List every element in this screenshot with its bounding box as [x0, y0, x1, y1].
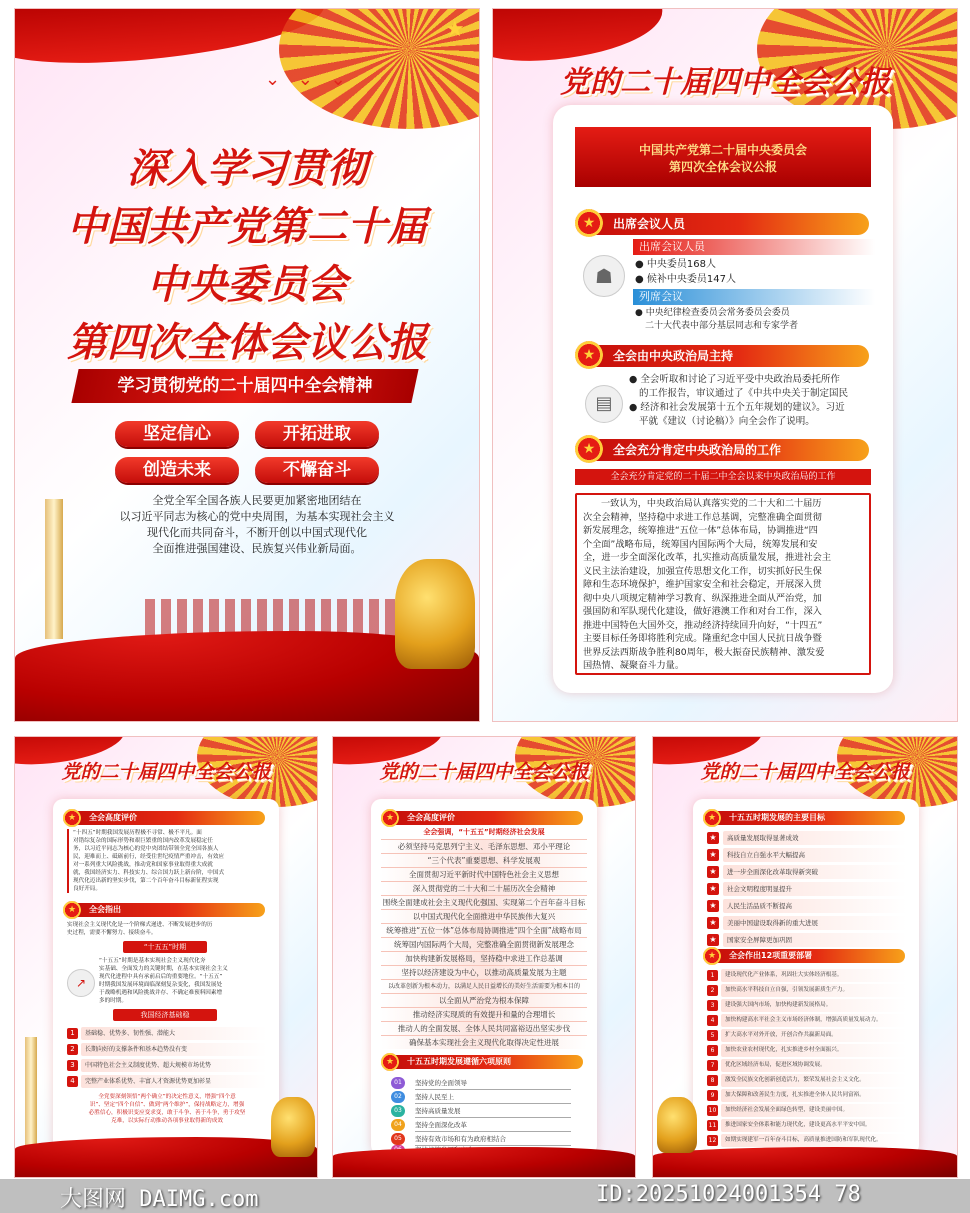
poster-4	[332, 736, 636, 1178]
principle-item	[391, 1133, 571, 1145]
section-title: 全会指出	[89, 905, 121, 914]
section-header	[67, 903, 265, 917]
principle-label: 坚持高质量发展	[415, 1105, 571, 1118]
section-title: 全会充分肯定中央政治局的工作	[613, 443, 782, 457]
poster-5-heading: 党的二十届四中全会公报	[700, 761, 910, 783]
guideline-row: 必须坚持马克思列宁主义、毛泽东思想、邓小平理论	[381, 839, 587, 853]
guideline-row: 加快构建新发展格局，坚持稳中求进工作总基调	[381, 951, 587, 965]
guideline-row: 推动人的全面发展、全体人民共同富裕迈出坚实步伐	[381, 1021, 587, 1035]
deploy-item: 10 加快经济社会发展全面绿色转型，建设美丽中国。	[707, 1104, 907, 1117]
deploy-list	[707, 969, 907, 1153]
section-header	[385, 811, 583, 825]
text-line: 实现社会主义现代化是一个阶梯式递进、不断发展进步的历	[67, 922, 213, 928]
guideline-row: 推动经济实现质的有效提升和量的合理增长	[381, 1007, 587, 1021]
poster-5	[652, 736, 958, 1178]
section-header	[579, 439, 869, 461]
pill-3: 创造未来	[115, 457, 239, 483]
section-header	[385, 1055, 583, 1069]
section-title: 全会由中央政治局主持	[613, 349, 734, 363]
huabiao-pillar	[45, 499, 63, 639]
poster-1-banner	[71, 369, 418, 403]
text-line: 世界反法西斯战争胜利80周年，极大振奋民族精神、激发爱	[583, 646, 825, 658]
section-title: 十五五时期发展的主要目标	[729, 813, 825, 822]
sec1-text	[67, 829, 267, 893]
deploy-item: 9 加大保障和改善民生力度，扎实推进全体人民共同富裕。	[707, 1089, 907, 1102]
principle-label: 坚持全面深化改革	[415, 1119, 571, 1132]
section-title: 全会高度评价	[89, 813, 137, 822]
golden-lion	[657, 1097, 697, 1153]
document-icon: ▤	[585, 385, 623, 423]
attend-list	[635, 257, 736, 287]
guideline-row: 围绕全面建成社会主义现代化强国、实现第二个百年奋斗目标	[381, 895, 587, 909]
text-line: “十五五”时期是基本实现社会主义现代化夯	[99, 958, 206, 964]
text-line: 次全会精神，坚持稳中求进工作总基调，完整准确全面贯彻	[583, 511, 822, 523]
text-line: 个全面”战略布局，统筹国内国际两个大局，统筹发展和安	[583, 538, 818, 550]
deploy-item: 1 建设现代化产业体系，巩固壮大实体经济根基。	[707, 969, 907, 982]
lixi-label: 列席会议	[633, 289, 875, 305]
text-line: “十四五”时期我国发展历程极不寻常、极不平凡。面	[73, 830, 202, 836]
poster-2-heading: 党的二十届四中全会公报	[560, 65, 890, 100]
poster-1-title-line-1: 深入学习贯彻	[127, 145, 367, 192]
poster-1	[14, 8, 480, 722]
watermark-bar	[0, 1179, 970, 1213]
pill-2: 开拓进取	[255, 421, 379, 447]
deploy-item: 6 加快农业农村现代化，扎实推进乡村全面振兴。	[707, 1044, 907, 1057]
goal-item: ★ 国家安全屏障更加巩固	[707, 933, 907, 947]
principle-item	[391, 1105, 571, 1117]
deploy-item: 4 加快构建高水平社会主义市场经济体制，增强高质量发展动力。	[707, 1014, 907, 1027]
guideline-row: 统筹国内国际两个大局，完整准确全面贯彻新发展理念	[381, 937, 587, 951]
deploy-item: 5 扩大高水平对外开放，开创合作共赢新局面。	[707, 1029, 907, 1042]
text-line: 义民主法治建设，加强宣传思想文化工作，切实抓好民生保	[583, 565, 822, 577]
star-icon: ★	[707, 832, 719, 844]
card-title-line-2: 第四次全体会议公报	[668, 160, 777, 174]
poster-2	[492, 8, 958, 722]
pill-1: 坚定信心	[115, 421, 239, 447]
goals-list	[707, 831, 907, 961]
list-item: 3 中国特色社会主义制度优势、超大规模市场优势	[67, 1059, 267, 1072]
star-icon: ★	[575, 435, 603, 463]
principle-number: 01	[391, 1077, 405, 1089]
section-header	[707, 949, 905, 963]
jichu-tag: 我国经济基础稳	[113, 1009, 217, 1021]
poster-3	[14, 736, 318, 1178]
text-line: 对一系列重大风险挑战，推动党和国家事业取得重大成就	[73, 862, 213, 868]
text-line: 彻中央八项规定精神学习教育、纵深推进全面从严治党，加	[583, 592, 822, 604]
goal-item: ★ 科技自立自强水平大幅提高	[707, 848, 907, 862]
text-line: 多的时期。	[99, 998, 127, 1004]
section-title: 出席会议人员	[613, 217, 686, 231]
body-line: 现代化而共同奋斗，不断开创以中国式现代化	[147, 526, 367, 539]
poster-1-body	[75, 493, 439, 557]
pill-4: 不懈奋斗	[255, 457, 379, 483]
card-title-box	[575, 127, 871, 187]
chart-icon: ↗	[67, 969, 95, 997]
star-icon: ★	[703, 809, 721, 827]
poster-1-title-line-4: 第四次全体会议公报	[67, 319, 427, 366]
guideline-row: “三个代表”重要思想、科学发展观	[381, 853, 587, 867]
card-title-line-1: 中国共产党第二十届中央委员会	[638, 143, 807, 157]
principle-number: 04	[391, 1119, 405, 1131]
goal-item: ★ 进一步全面深化改革取得新突破	[707, 865, 907, 879]
text-line: 的工作报告，审议通过了《中共中央关于制定国民	[639, 388, 849, 399]
text-line: 民，迎难而上、砥砺前行，经受住世纪疫情严重冲击，有效应	[73, 854, 225, 860]
text-line: 于战略机遇和风险挑战并存、不确定难预料因素增	[99, 990, 223, 996]
golden-lion	[395, 559, 475, 669]
attend-item: ● 候补中央委员147人	[635, 274, 736, 285]
text-line: 务，以习近平同志为核心的党中央团结带领全党全国各族人	[73, 846, 219, 852]
watermark-id: ID:20251024001354 78	[596, 1182, 861, 1207]
text-line: 平就《建议（讨论稿）》向全会作了说明。	[639, 416, 815, 427]
text-line: 对错综复杂的国际形势和艰巨繁重的国内改革发展稳定任	[73, 838, 213, 844]
section-title: 十五五时期发展遵循六项原则	[407, 1057, 511, 1066]
sec2-text	[629, 373, 848, 429]
star-icon: ★	[707, 900, 719, 912]
huabiao-pillar	[25, 1037, 37, 1147]
text-line: 就，我国经济实力、科技实力、综合国力跃上新台阶，中国式	[73, 870, 225, 876]
banner-text: 学习贯彻党的二十届四中全会精神	[117, 376, 373, 396]
bottom-text	[67, 1093, 267, 1125]
section-title: 全会高度评价	[407, 813, 455, 822]
star-icon: ★	[575, 341, 603, 369]
text-line: 全党要深刻领悟“两个确立”的决定性意义，增强“四个意	[98, 1094, 236, 1100]
principle-item	[391, 1091, 571, 1103]
text-line: 良好开局。	[73, 886, 101, 892]
deploy-item: 7 优化区域经济布局，促进区域协调发展。	[707, 1059, 907, 1072]
body-line: 以习近平同志为核心的党中央周围，为基本实现社会主义	[119, 510, 395, 523]
goal-item: ★ 社会文明程度明显提升	[707, 882, 907, 896]
star-icon: ★	[707, 883, 719, 895]
poster-4-heading: 党的二十届四中全会公报	[379, 761, 589, 783]
star-icon: ★	[575, 209, 603, 237]
text-line: 一致认为，中央政治局认真落实党的二十大和二十届历	[601, 498, 822, 509]
section-title: 全会作出12项重要部署	[729, 951, 813, 960]
list-item: 4 完整产业体系优势、丰富人才资源优势更加彰显	[67, 1075, 267, 1088]
deploy-item: 3 建设强大国内市场，加快构建新发展格局。	[707, 999, 907, 1012]
guideline-row: 坚持以经济建设为中心，以推动高质量发展为主题	[381, 965, 587, 979]
text-line: ● 全会听取和讨论了习近平受中央政治局委托所作	[629, 374, 840, 385]
poster-3-heading: 党的二十届四中全会公报	[61, 761, 271, 783]
star-icon: ★	[445, 17, 465, 42]
deploy-item: 12 如期实现建军一百年奋斗目标，高质量推进国防和军队现代化。	[707, 1134, 907, 1147]
text-line: 现代化迈出新的坚实步伐，第二个百年奋斗目标新征程实现	[73, 878, 219, 884]
star-icon: ★	[707, 934, 719, 946]
sec3-subheader: 全会充分肯定党的二十届二中全会以来中央政治局的工作	[575, 469, 871, 485]
text-line: 推进中国特色大国外交，推动经济持续回升向好，“十四五”	[583, 619, 823, 631]
principle-label: 坚持人民至上	[415, 1091, 571, 1104]
text-line: 障和生态环境保护，维护国家安全和社会稳定，开展深入贯	[583, 579, 822, 590]
sub-header: 全会强调，“十五五”时期经济社会发展	[423, 828, 545, 836]
red-wave-base	[653, 1147, 957, 1177]
section-header	[707, 811, 905, 825]
principle-label: 坚持有效市场和有为政府相结合	[415, 1133, 571, 1146]
principle-item	[391, 1077, 571, 1089]
lixi-line: ● 中央纪律检查委员会常务委员会委员	[635, 308, 790, 318]
guideline-row: 以改革创新为根本动力，以满足人民日益增长的美好生活需要为根本目的	[381, 979, 587, 993]
section-header	[579, 345, 869, 367]
attend-label: 出席会议人员	[633, 239, 875, 255]
text-line: 时期我国发展环境面临深刻复杂变化，我国发展处	[99, 982, 223, 988]
shiwuwu-tag: “十五五”时期	[123, 941, 207, 953]
body-line: 全党全军全国各族人民要更加紧密地团结在	[152, 494, 362, 507]
text-line: 主要目标任务即将胜利完成。隆重纪念中国人民抗日战争暨	[583, 633, 822, 644]
deploy-item: 11 推进国家安全体系和能力现代化，建设更高水平平安中国。	[707, 1119, 907, 1132]
text-line: 全，进一步全面深化改革，扎实推动高质量发展，推进社会主	[583, 552, 832, 563]
principle-number: 05	[391, 1133, 405, 1145]
text-line: 识”、坚定“四个自信”、做到“两个维护”，保持战略定力，增强	[89, 1102, 245, 1108]
body-line: 全面推进强国建设、民族复兴伟业新局面。	[152, 542, 362, 555]
goal-item: ★ 美丽中国建设取得新的重大进展	[707, 916, 907, 930]
lixi-list	[635, 307, 798, 333]
attend-item: ● 中央委员168人	[635, 259, 716, 270]
text-line: 国热情、凝聚奋斗力量。	[583, 660, 685, 671]
goal-item: ★ 高质量发展取得显著成效	[707, 831, 907, 845]
principle-number: 03	[391, 1105, 405, 1117]
star-icon: ★	[707, 917, 719, 929]
text-line: 现代化进程中具有承前启后的重要地位。“十五五”	[99, 974, 223, 980]
list-item: 1 基础稳、优势多、韧性强、潜能大	[67, 1027, 267, 1040]
sec3-text	[583, 497, 865, 673]
guideline-row: 统筹推进“五位一体”总体布局协调推进“四个全面”战略布局	[381, 923, 587, 937]
poster-1-title-line-3: 中央委员会	[147, 261, 347, 308]
poster-5-card	[693, 799, 919, 1155]
section-header	[579, 213, 869, 235]
principle-item	[391, 1119, 571, 1131]
text-line: 强国防和军队现代化建设，做好港澳工作和对台工作，深入	[583, 606, 822, 617]
goal-item: ★ 人民生活品质不断提高	[707, 899, 907, 913]
text-line: ● 经济和社会发展第十五个五年规划的建议》。习近	[629, 402, 845, 413]
poster-1-title-line-2: 中国共产党第二十届	[67, 203, 427, 250]
sec2-text	[67, 921, 267, 937]
list-item: 2 长期向好的支撑条件和基本趋势没有变	[67, 1043, 267, 1056]
star-icon: ★	[707, 866, 719, 878]
guideline-row: 以全面从严治党为根本保障	[381, 993, 587, 1007]
golden-lion	[271, 1097, 315, 1157]
guideline-row: 以中国式现代化全面推进中华民族伟大复兴	[381, 909, 587, 923]
deploy-item: 8 激发全民族文化创新创造活力，繁荣发展社会主义文化。	[707, 1074, 907, 1087]
star-icon: ★	[63, 809, 81, 827]
sec2b-text	[99, 957, 267, 1005]
guideline-row: 全面贯彻习近平新时代中国特色社会主义思想	[381, 867, 587, 881]
text-line: 克难，以实际行动推动各项事业取得新的成效	[111, 1118, 223, 1124]
star-icon: ★	[63, 901, 81, 919]
text-line: 必胜信心，积极识变应变求变，敢于斗争、善于斗争，勇于攻坚	[88, 1110, 246, 1116]
guideline-row: 深入贯彻党的二十大和二十届历次全会精神	[381, 881, 587, 895]
poster-3-card	[53, 799, 279, 1155]
guideline-row: 确保基本实现社会主义现代化取得决定性进展	[381, 1035, 587, 1049]
red-wave-base	[333, 1147, 635, 1177]
lixi-line: 二十大代表中部分基层同志和专家学者	[645, 321, 799, 331]
poster-4-card	[371, 799, 597, 1155]
star-icon: ★	[381, 1053, 399, 1071]
principle-label: 坚持党的全面领导	[415, 1077, 571, 1090]
birds-decoration: ⌄ ⌄ ⌄	[265, 69, 352, 90]
text-line: 实基础、全面发力的关键时期，在基本实现社会主义	[99, 966, 228, 972]
star-icon: ★	[381, 809, 399, 827]
section-header	[67, 811, 265, 825]
people-icon: ☗	[583, 255, 625, 297]
deploy-item: 2 加快高水平科技自立自强，引领发展新质生产力。	[707, 984, 907, 997]
star-icon: ★	[703, 947, 721, 965]
principle-number: 02	[391, 1091, 405, 1103]
watermark-site: 大图网 DAIMG.com	[60, 1187, 259, 1212]
text-line: 新发展理念，统筹推进“五位一体”总体布局，协调推进“四	[583, 525, 818, 536]
text-line: 史过程，需要不懈努力、接续奋斗。	[67, 930, 157, 936]
star-icon: ★	[707, 849, 719, 861]
poster-2-card	[553, 105, 893, 693]
